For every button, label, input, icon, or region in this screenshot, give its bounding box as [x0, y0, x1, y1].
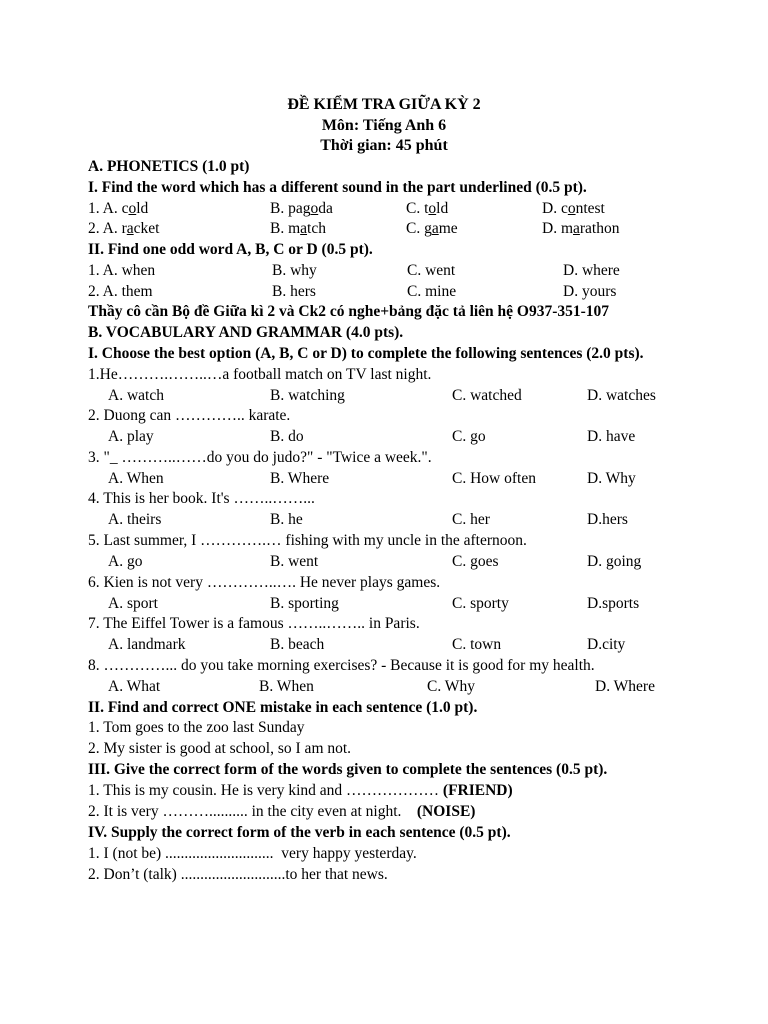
phonetics-option: C. game — [406, 220, 458, 237]
answer-option: A. When — [108, 470, 164, 487]
promo-notice: Thầy cô cần Bộ đề Giữa kì 2 và Ck2 có nghe+bảng đặc tả liên hệ O937-351-107 — [88, 303, 610, 320]
question-text: 2. Duong can ………….. karate. — [88, 407, 291, 424]
verb-form-item: 1. I (not be) ............................ very happy yesterday. — [88, 845, 417, 862]
phonetics-option: D. contest — [542, 200, 605, 217]
answer-option: C. Why — [427, 678, 475, 695]
phonetics-option: B. pagoda — [270, 200, 333, 217]
given-word: (FRIEND) — [442, 782, 513, 799]
answer-option: A. What — [108, 678, 161, 695]
answer-option: D. have — [587, 428, 636, 445]
answer-option: C. go — [452, 428, 486, 445]
question-text: 7. The Eiffel Tower is a famous ……..…….. in Paris. — [88, 615, 420, 632]
odd-word-option: B. hers — [272, 283, 316, 300]
answer-option: A. sport — [108, 595, 158, 612]
answer-option: D.sports — [587, 595, 640, 612]
phonetics-option: D. marathon — [542, 220, 620, 237]
phonetics-option: 1. A. cold — [88, 200, 149, 217]
answer-option: B. do — [270, 428, 304, 445]
answer-option: B. beach — [270, 636, 325, 653]
answer-option: B. Where — [270, 470, 330, 487]
given-word: (NOISE) — [416, 803, 476, 820]
odd-word-option: D. where — [563, 262, 620, 279]
section-a-title: A. PHONETICS (1.0 pt) — [88, 158, 250, 175]
answer-option: C. watched — [452, 387, 522, 404]
answer-option: A. watch — [108, 387, 164, 404]
odd-word-option: 2. A. them — [88, 283, 153, 300]
answer-option: D. Why — [587, 470, 636, 487]
word-form-item: 2. It is very ……….......... in the city even at night. (NOISE) — [88, 803, 476, 820]
question-text: 5. Last summer, I ………….… fishing with my uncle in the afternoon. — [88, 532, 527, 549]
question-text: 6. Kien is not very …………..…. He never plays games. — [88, 574, 441, 591]
odd-word-option: D. yours — [563, 283, 617, 300]
answer-option: C. How often — [452, 470, 536, 487]
mistake-item: 1. Tom goes to the zoo last Sunday — [88, 719, 305, 736]
odd-word-option: C. went — [407, 262, 456, 279]
word-form-item: 1. This is my cousin. He is very kind and ……………… (FRIEND) — [88, 782, 513, 799]
answer-option: A. play — [108, 428, 154, 445]
phonetics-part-i-heading: I. Find the word which has a different sound in the part underlined (0.5 pt). — [88, 179, 587, 196]
phonetics-option: C. told — [406, 200, 449, 217]
phonetics-option: B. match — [270, 220, 326, 237]
word-form-heading: III. Give the correct form of the words given to complete the sentences (0.5 pt). — [88, 761, 608, 778]
answer-option: A. landmark — [108, 636, 186, 653]
answer-option: D. going — [587, 553, 642, 570]
question-text: 1.He……….……..…a football match on TV last night. — [88, 366, 432, 383]
exam-title: ĐỀ KIỂM TRA GIỮA KỲ 2 — [287, 96, 481, 113]
answer-option: D.hers — [587, 511, 628, 528]
question-text: 4. This is her book. It's ……..……... — [88, 490, 315, 507]
answer-option: B. When — [259, 678, 314, 695]
section-b-title: B. VOCABULARY AND GRAMMAR (4.0 pts). — [88, 324, 404, 341]
question-text: 3. "_ ………..……do you do judo?" - "Twice a week.". — [88, 449, 432, 466]
answer-option: B. watching — [270, 387, 345, 404]
answer-option: D. Where — [595, 678, 655, 695]
odd-word-option: B. why — [272, 262, 317, 279]
answer-option: A. go — [108, 553, 143, 570]
question-text: 8. …………... do you take morning exercises? - Because it is good for my health. — [88, 657, 595, 674]
answer-option: C. town — [452, 636, 502, 653]
answer-option: B. he — [270, 511, 303, 528]
mistake-item: 2. My sister is good at school, so I am not. — [88, 740, 352, 757]
choose-option-heading: I. Choose the best option (A, B, C or D) to complete the following sentences (2.0 pts). — [88, 345, 644, 362]
odd-word-option: C. mine — [407, 283, 457, 300]
find-mistake-heading: II. Find and correct ONE mistake in each sentence (1.0 pt). — [88, 699, 478, 716]
answer-option: B. sporting — [270, 595, 339, 612]
answer-option: D.city — [587, 636, 626, 653]
odd-word-heading: II. Find one odd word A, B, C or D (0.5 pt). — [88, 241, 373, 258]
answer-option: B. went — [270, 553, 319, 570]
answer-option: C. goes — [452, 553, 499, 570]
answer-option: C. her — [452, 511, 490, 528]
answer-option: D. watches — [587, 387, 656, 404]
answer-option: A. theirs — [108, 511, 162, 528]
exam-time: Thời gian: 45 phút — [320, 137, 448, 154]
answer-option: C. sporty — [452, 595, 509, 612]
verb-form-item: 2. Don’t (talk) ...........................to her that news. — [88, 866, 388, 883]
phonetics-option: 2. A. racket — [88, 220, 160, 237]
odd-word-option: 1. A. when — [88, 262, 156, 279]
verb-form-heading: IV. Supply the correct form of the verb in each sentence (0.5 pt). — [88, 824, 511, 841]
exam-subject: Môn: Tiếng Anh 6 — [321, 117, 447, 134]
